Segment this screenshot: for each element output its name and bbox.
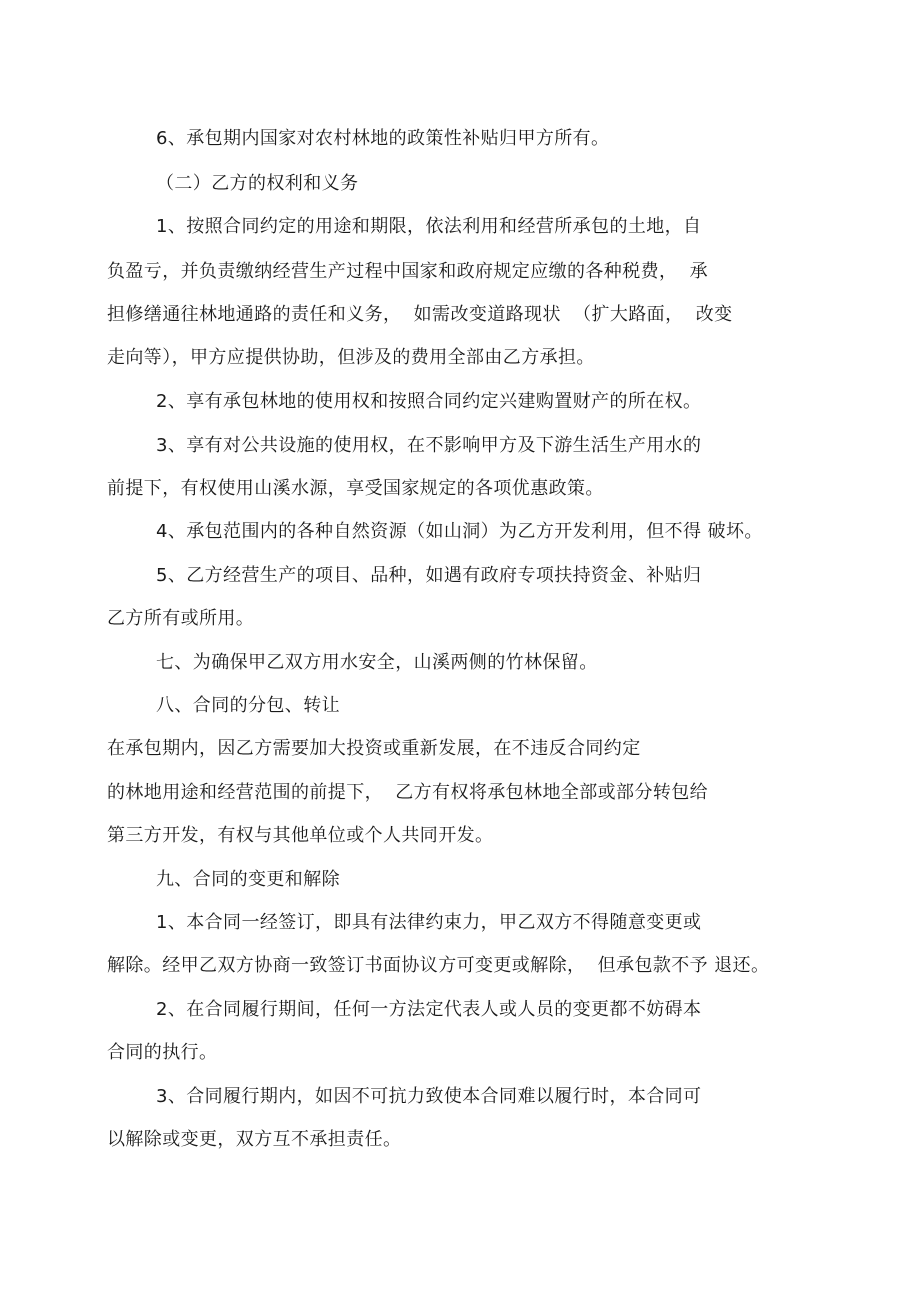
party-b-clause-5-line-2: 乙方所有或所用。 bbox=[107, 608, 255, 629]
section-9-clause-3-line-2: 以解除或变更，双方互不承担责任。 bbox=[107, 1129, 402, 1150]
party-b-clause-3-line-2: 前提下，有权使用山溪水源，享受国家规定的各项优惠政策。 bbox=[107, 478, 604, 499]
section-9-clause-1-line-2: 解除。经甲乙双方协商一致签订书面协议方可变更或解除， 但承包款不予 退还。 bbox=[107, 955, 770, 976]
party-b-clause-1-line-1: 1、按照合同约定的用途和期限，依法利用和经营所承包的土地，自 bbox=[156, 216, 702, 237]
clause-6-subsidy: 6、承包期内国家对农村林地的政策性补贴归甲方所有。 bbox=[156, 128, 610, 149]
section-party-b-rights-heading: （二）乙方的权利和义务 bbox=[156, 173, 359, 194]
party-b-clause-5-line-1: 5、乙方经营生产的项目、品种，如遇有政府专项扶持资金、补贴归 bbox=[156, 565, 702, 586]
party-b-clause-4: 4、承包范围内的各种自然资源（如山洞）为乙方开发利用，但不得 破坏。 bbox=[156, 521, 763, 542]
party-b-clause-2: 2、享有承包林地的使用权和按照合同约定兴建购置财产的所在权。 bbox=[156, 391, 702, 412]
section-9-clause-3-line-1: 3、合同履行期内，如因不可抗力致使本合同难以履行时，本合同可 bbox=[156, 1086, 702, 1107]
section-9-heading: 九、合同的变更和解除 bbox=[156, 869, 340, 890]
party-b-clause-1-line-3: 担修缮通往林地通路的责任和义务， 如需改变道路现状 （扩大路面， 改变 bbox=[107, 304, 733, 325]
section-9-clause-2-line-1: 2、在合同履行期间，任何一方法定代表人或人员的变更都不妨碍本 bbox=[156, 999, 702, 1020]
party-b-clause-1-line-2: 负盈亏，并负责缴纳经营生产过程中国家和政府规定应缴的各种税费， 承 bbox=[107, 261, 709, 282]
party-b-clause-3-line-1: 3、享有对公共设施的使用权，在不影响甲方及下游生活生产用水的 bbox=[156, 435, 702, 456]
section-8-line-3: 第三方开发，有权与其他单位或个人共同开发。 bbox=[107, 825, 494, 846]
section-7-water-safety: 七、为确保甲乙双方用水安全，山溪两侧的竹林保留。 bbox=[156, 652, 598, 673]
section-8-line-2: 的林地用途和经营范围的前提下， 乙方有权将承包林地全部或部分转包给 bbox=[107, 782, 709, 803]
section-8-heading: 八、合同的分包、转让 bbox=[156, 695, 340, 716]
section-9-clause-2-line-2: 合同的执行。 bbox=[107, 1042, 218, 1063]
party-b-clause-1-line-4: 走向等），甲方应提供协助，但涉及的费用全部由乙方承担。 bbox=[107, 347, 595, 368]
section-9-clause-1-line-1: 1、本合同一经签订，即具有法律约束力，甲乙双方不得随意变更或 bbox=[156, 912, 702, 933]
section-8-line-1: 在承包期内，因乙方需要加大投资或重新发展，在不违反合同约定 bbox=[107, 738, 641, 759]
